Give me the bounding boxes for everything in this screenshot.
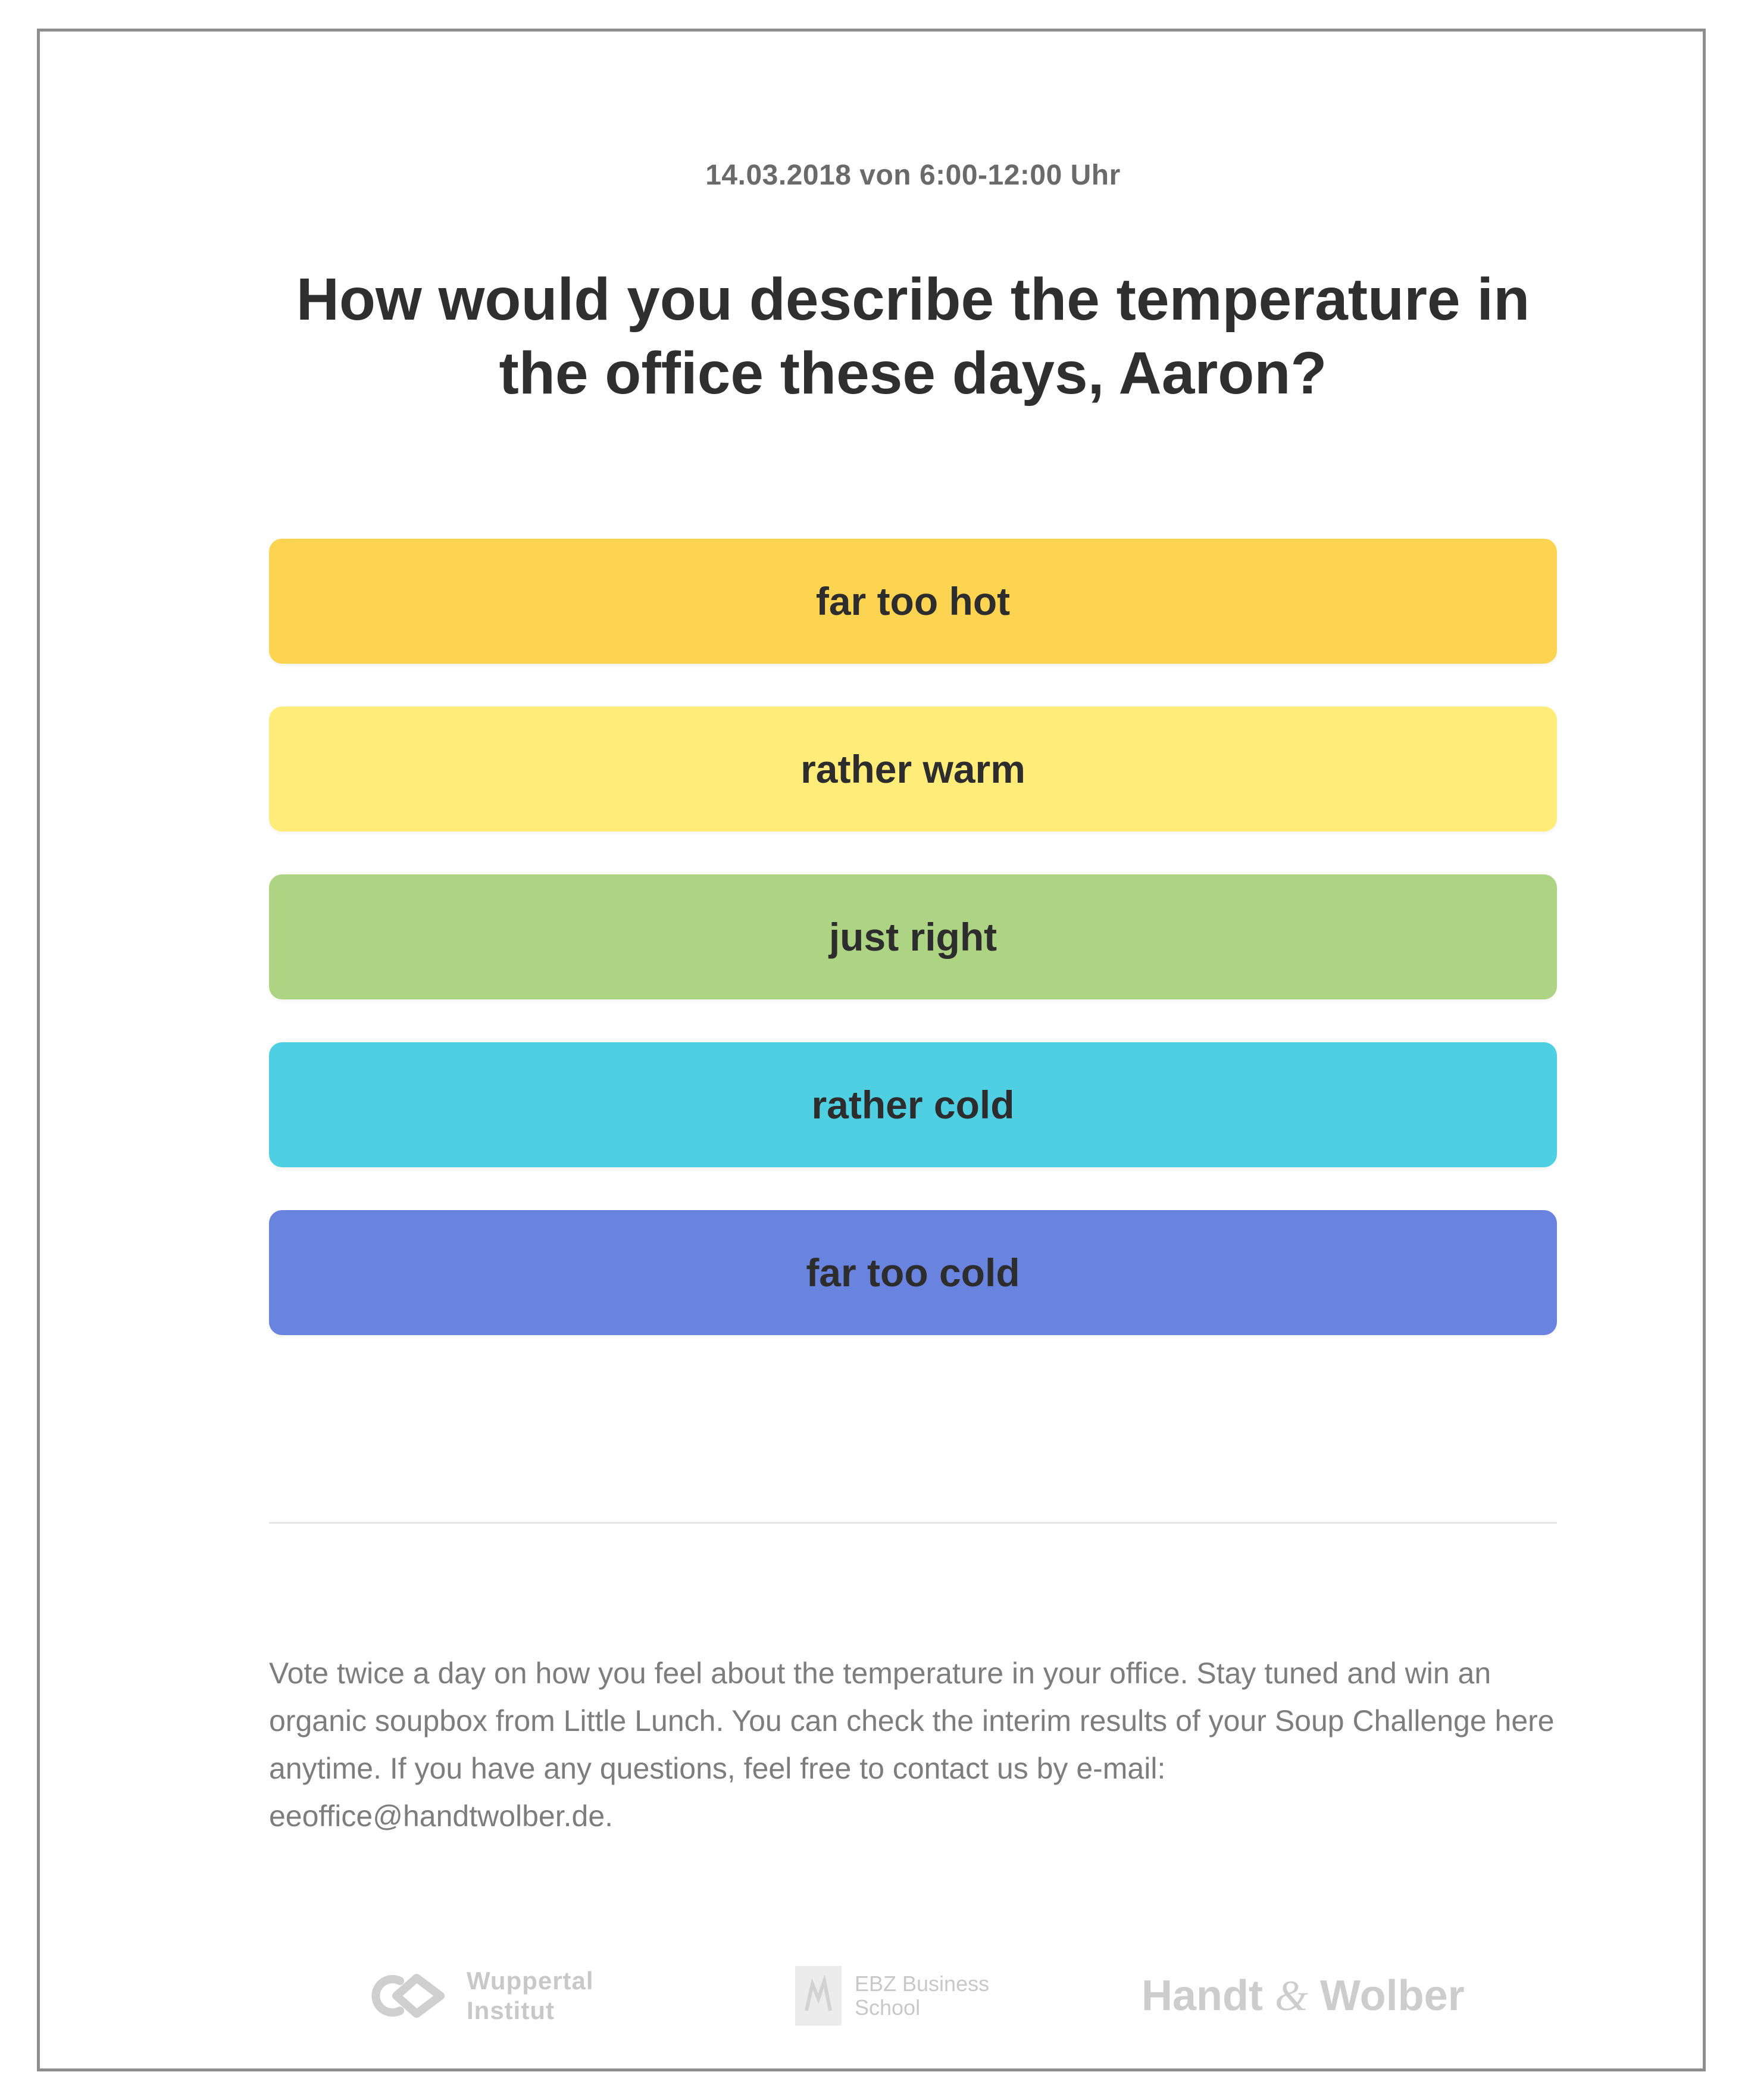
ebz-emblem-icon — [795, 1966, 842, 2026]
ebz-line2: School — [855, 1995, 921, 2020]
wuppertal-line1: Wuppertal — [467, 1967, 594, 1995]
footer-text — [269, 1649, 1557, 1840]
handt-wolber-logo — [1142, 1948, 1465, 2043]
contact-email-link[interactable]: eeoffice@handtwolber.de — [269, 1799, 605, 1833]
wolber-wordmark: Wolber — [1320, 1972, 1465, 2020]
ebz-line1: EBZ Business — [855, 1971, 990, 1996]
ampersand: & — [1274, 1971, 1308, 2020]
option-rather-warm[interactable]: rather warm — [269, 707, 1557, 832]
footer-body: Vote twice a day on how you feel about the temperature in your office. Stay tuned and win an organic soupbox from Little Lunch. You can check the interim results of your Soup Challenge here anytime. If you have any questions, feel free to contact us by e-mail: — [269, 1657, 1555, 1785]
survey-question: How would you describe the temperature in the office these days, Aaron? — [296, 266, 1530, 407]
email-card — [37, 29, 1706, 2071]
partner-logos — [269, 1948, 1557, 2043]
option-just-right[interactable]: just right — [269, 874, 1557, 999]
wuppertal-institut-icon — [363, 1969, 452, 2023]
footer-period: . — [605, 1799, 614, 1833]
option-far-too-hot[interactable]: far too hot — [269, 539, 1557, 664]
option-rather-cold[interactable]: rather cold — [269, 1042, 1557, 1167]
option-far-too-cold[interactable]: far too cold — [269, 1210, 1557, 1335]
ebz-business-school-logo — [795, 1948, 989, 2043]
handt-wordmark: Handt — [1142, 1972, 1263, 2020]
survey-date: 14.03.2018 von 6:00-12:00 Uhr — [705, 160, 1121, 191]
wuppertal-institut-logo — [363, 1948, 594, 2043]
divider — [269, 1522, 1557, 1524]
answer-options — [269, 539, 1557, 1378]
wuppertal-line2: Institut — [467, 1996, 555, 2024]
